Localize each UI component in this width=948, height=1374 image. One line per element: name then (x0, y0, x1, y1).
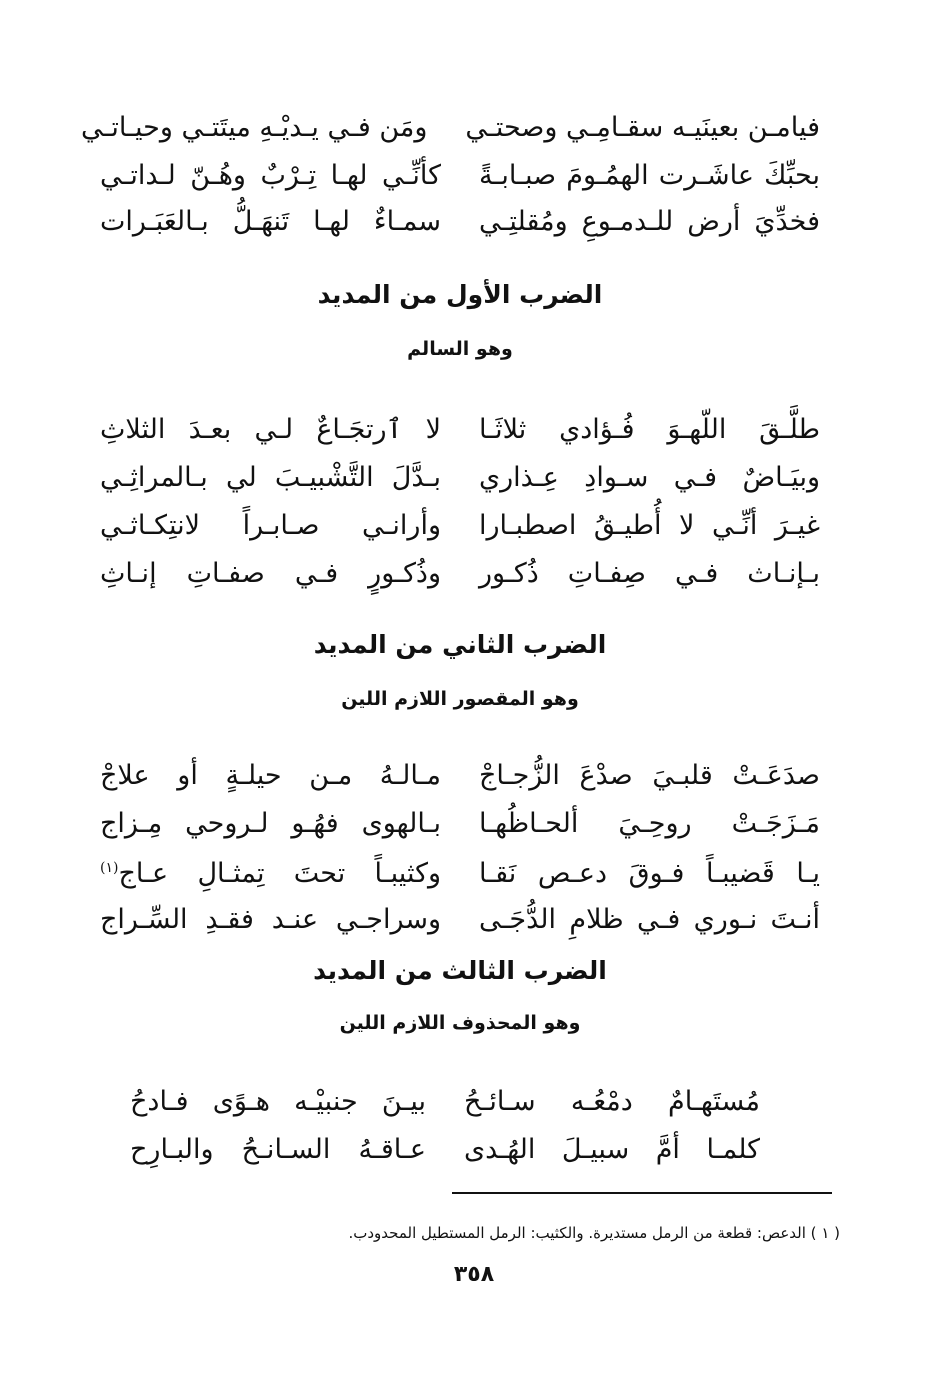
verse-second-hemistich: بـالهوى فهُـو لـروحي مِـزاج (100, 808, 441, 840)
verse-line (100, 152, 820, 200)
verse-second-hemistich: وذُكـورٍ فـي صفـاتِ إنـاثِ (100, 558, 441, 590)
verse-line (130, 1078, 760, 1126)
verse-first-hemistich: صدَعَـتْ قلبـيَ صدْعَ الزُّجـاجْ (479, 760, 820, 792)
footnote-separator (452, 1192, 832, 1194)
section-title: الضرب الثاني من المديد (313, 630, 607, 659)
footnote: ( ١ ) الدعص: قطعة من الرمل مستديرة. والكثيب: الرمل المستطيل المحدودب. (348, 1224, 840, 1242)
verse-text: وكثيبـاً تحتَ تِمثـالِ عـاج (118, 858, 441, 890)
section-subtitle: وهو المقصور اللازم اللين (341, 688, 579, 710)
verse-first-hemistich: يـا قَضيبـاً فـوقَ دعـص نَقـا (479, 858, 820, 890)
verse-line (80, 104, 820, 152)
verse-second-hemistich: لا ٱرتجَـاعٌ لـي بعـدَ الثلاثِ (100, 414, 441, 446)
verse-second-hemistich: كأنِّـي لهـا تِـرْبٌ وهُـنّ لـداتـي (100, 160, 441, 192)
verse-second-hemistich: وأرانـي صـابـراً لانتِكـاثـي (100, 510, 441, 542)
verse-second-hemistich: عـاقـهُ السـانـحُ والبـارِح (130, 1134, 426, 1166)
verse-line (100, 502, 820, 550)
verse-first-hemistich: بحبِّكَ عاشَـرت الهمُـومَ صبـابـةً (479, 160, 820, 192)
verse-first-hemistich: كلمـا أمَّ سبيـلَ الهُـدى (464, 1134, 760, 1166)
page-number: ٣٥٨ (453, 1262, 495, 1287)
verse-second-hemistich: بيـنَ جنبيْـه هـوًى فـادحُ (130, 1086, 426, 1118)
verse-line (100, 406, 820, 454)
verse-first-hemistich: فخدِّيَ أرض للـدمـوعِ ومُقلتِـي (479, 206, 820, 238)
verse-line (130, 1126, 760, 1174)
verse-second-hemistich: ومَن فـي يـديْـهِ ميتَتـي وحيـاتـي (80, 112, 428, 144)
verse-first-hemistich: فيامـن بعينَيـه سقـامِـي وصحتـي (465, 112, 820, 144)
verse-first-hemistich: أنـتَ نـوري فـي ظلامِ الدُّجَـى (479, 904, 820, 936)
section-subtitle: وهو السالم (407, 338, 513, 360)
verse-second-hemistich (100, 858, 441, 889)
footnote-reference: (١) (100, 860, 119, 877)
verse-second-hemistich: بـدَّلَ التَّشْبيـبَ لي بـالمراثِـي (100, 462, 441, 494)
verse-line (100, 752, 820, 800)
verse-second-hemistich: وسراجـي عنـد فقـدِ السِّـراج (100, 904, 441, 936)
verse-line (100, 800, 820, 848)
verse-second-hemistich: مـالـهُ مـن حيلـةٍ أو علاجْ (100, 760, 441, 792)
verse-first-hemistich: مَـزَجَـتْ روحِـيَ ألحـاظُهـا (479, 808, 820, 840)
verse-line (100, 896, 820, 944)
section-title: الضرب الثالث من المديد (313, 956, 607, 985)
verse-second-hemistich: سمـاءٌ لهـا تَنهَـلُّ بـالعَبَـرات (100, 206, 441, 238)
verse-first-hemistich: مُستَهـامٌ دمْعُـه سـائـحُ (464, 1086, 760, 1118)
verse-line (100, 550, 820, 598)
verse-line (100, 850, 820, 898)
section-subtitle: وهو المحذوف اللازم اللين (339, 1012, 581, 1034)
verse-first-hemistich: وبيَـاضٌ فـي سـوادِ عِـذاري (479, 462, 820, 494)
section-title: الضرب الأول من المديد (317, 280, 603, 309)
verse-line (100, 454, 820, 502)
verse-first-hemistich: غيـرَ أنِّـي لا أُطيـقُ اصطبـارا (479, 510, 820, 542)
verse-line (100, 198, 820, 246)
verse-first-hemistich: طلَّـقَ اللّهـوَ فُـؤادي ثلاثَـا (479, 414, 820, 446)
verse-first-hemistich: بـإنـاث فـي صِفـاتِ ذُكـور (479, 558, 820, 590)
